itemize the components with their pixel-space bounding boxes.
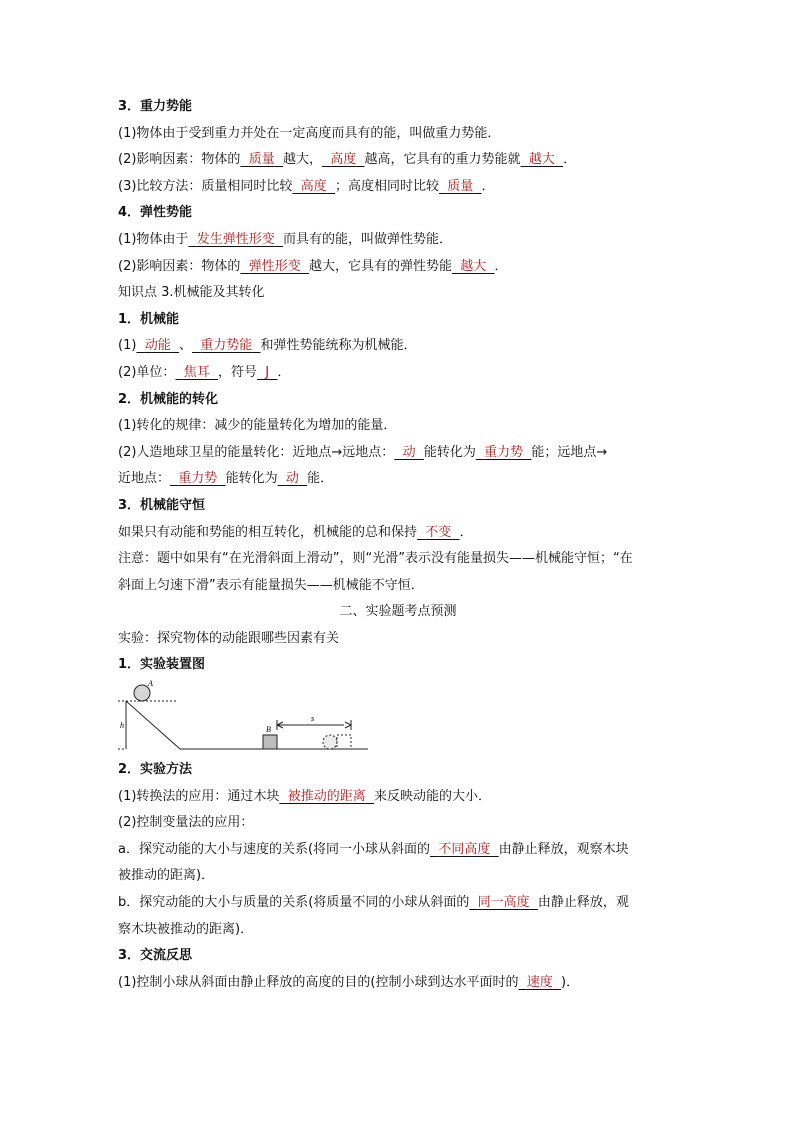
document-page — [118, 94, 678, 996]
answer-blank: 不同高度 — [438, 841, 491, 857]
label-h: h — [120, 721, 124, 731]
heading-reflection: 3．交流反思 — [118, 948, 193, 964]
paragraph: (2)控制变量法的应用： — [118, 815, 254, 831]
block-end — [337, 735, 351, 749]
answer-blank: 高度 — [330, 152, 357, 168]
paragraph: (1)转换法的应用：通过木块 被推动的距离 来反映动能的大小． — [118, 788, 491, 804]
answer-blank: 重力势 — [178, 471, 218, 487]
answer-blank: 被推动的距离 — [287, 788, 366, 804]
label-a: A — [148, 679, 153, 689]
answer-blank: 不变 — [425, 524, 452, 540]
arrow-right — [345, 722, 351, 728]
paragraph: (2)影响因素：物体的 质量 越大， 高度 越高，它具有的重力势能就 越大 ． — [118, 152, 577, 168]
answer-blank: 速度 — [526, 974, 553, 990]
paragraph: (2)单位： 焦耳 ，符号 J ． — [118, 364, 291, 380]
answer-blank: 重力势能 — [200, 338, 253, 354]
paragraph: 被推动的距离)． — [118, 868, 215, 884]
ramp — [126, 701, 180, 749]
label-s: s — [311, 714, 315, 724]
answer-blank: 质量 — [447, 178, 474, 194]
heading-gravitational-potential-energy: 3．重力势能 — [118, 99, 193, 114]
paragraph: (1)控制小球从斜面由静止释放的高度的目的(控制小球到达水平面时的 速度 )． — [118, 974, 580, 990]
heading-elastic-potential-energy: 4．弹性势能 — [118, 205, 193, 221]
note-line: 斜面上匀速下滑”表示有能量损失——机械能不守恒． — [118, 577, 424, 593]
paragraph: b．探究动能的大小与质量的关系(将质量不同的小球从斜面的 同一高度 由静止释放，观 — [118, 895, 629, 911]
knowledge-point-title: 知识点 3.机械能及其转化 — [118, 285, 265, 301]
note-line: 注意：题中如果有“在光滑斜面上滑动”，则“光滑”表示没有能量损失——机械能守恒；“在 — [118, 551, 633, 567]
paragraph: (1)物体由于受到重力并处在一定高度而具有的能，叫做重力势能． — [118, 125, 501, 141]
heading-mechanical-energy: 1．机械能 — [118, 311, 180, 327]
paragraph: (1)物体由于 发生弹性形变 而具有的能，叫做弹性势能． — [118, 231, 452, 247]
experiment-title: 实验：探究物体的动能跟哪些因素有关 — [118, 630, 340, 646]
answer-blank: 越大 — [460, 258, 487, 274]
answer-blank: 动能 — [144, 338, 171, 354]
block-b — [263, 735, 277, 749]
paragraph: 察木块被推动的距离)． — [118, 921, 254, 937]
answer-blank: 重力势 — [484, 444, 524, 460]
answer-blank: 质量 — [248, 152, 275, 168]
paragraph: (2)人造地球卫星的能量转化：近地点→远地点： 动 能转化为 重力势 能；远地点→ — [118, 444, 608, 460]
heading-apparatus: 1．实验装置图 — [118, 657, 206, 673]
heading-method: 2．实验方法 — [118, 762, 193, 778]
paragraph: a．探究动能的大小与速度的关系(将同一小球从斜面的 不同高度 由静止释放，观察木块 — [118, 841, 629, 857]
heading-conservation: 3．机械能守恒 — [118, 497, 206, 513]
answer-blank: 高度 — [300, 178, 327, 194]
paragraph: 近地点： 重力势 能转化为 动 能． — [118, 471, 334, 487]
paragraph: 如果只有动能和势能的相互转化，机械能的总和保持 不变 ． — [118, 524, 473, 540]
answer-blank: 越大 — [528, 152, 555, 168]
answer-blank: 焦耳 — [183, 364, 210, 380]
answer-blank: 发生弹性形变 — [196, 231, 275, 247]
paragraph: (3)比较方法：质量相同时比较 高度 ；高度相同时比较 质量 ． — [118, 178, 495, 194]
answer-blank: 动 — [402, 444, 416, 460]
answer-blank: 动 — [285, 471, 299, 487]
part-title: 二、实验题考点预测 — [339, 604, 457, 620]
answer-blank: 同一高度 — [477, 895, 530, 911]
label-b: B — [266, 725, 271, 735]
ball-end — [323, 735, 337, 749]
answer-blank: 弹性形变 — [248, 258, 301, 274]
paragraph: (2)影响因素：物体的 弹性形变 越大，它具有的弹性势能 越大 ． — [118, 258, 508, 274]
heading-energy-conversion: 2．机械能的转化 — [118, 391, 219, 407]
apparatus-diagram — [118, 679, 678, 757]
answer-blank: J — [265, 364, 270, 380]
paragraph: (1)转化的规律：减少的能量转化为增加的能量． — [118, 418, 397, 434]
paragraph: (1) 动能 、 重力势能 和弹性势能统称为机械能． — [118, 338, 417, 354]
